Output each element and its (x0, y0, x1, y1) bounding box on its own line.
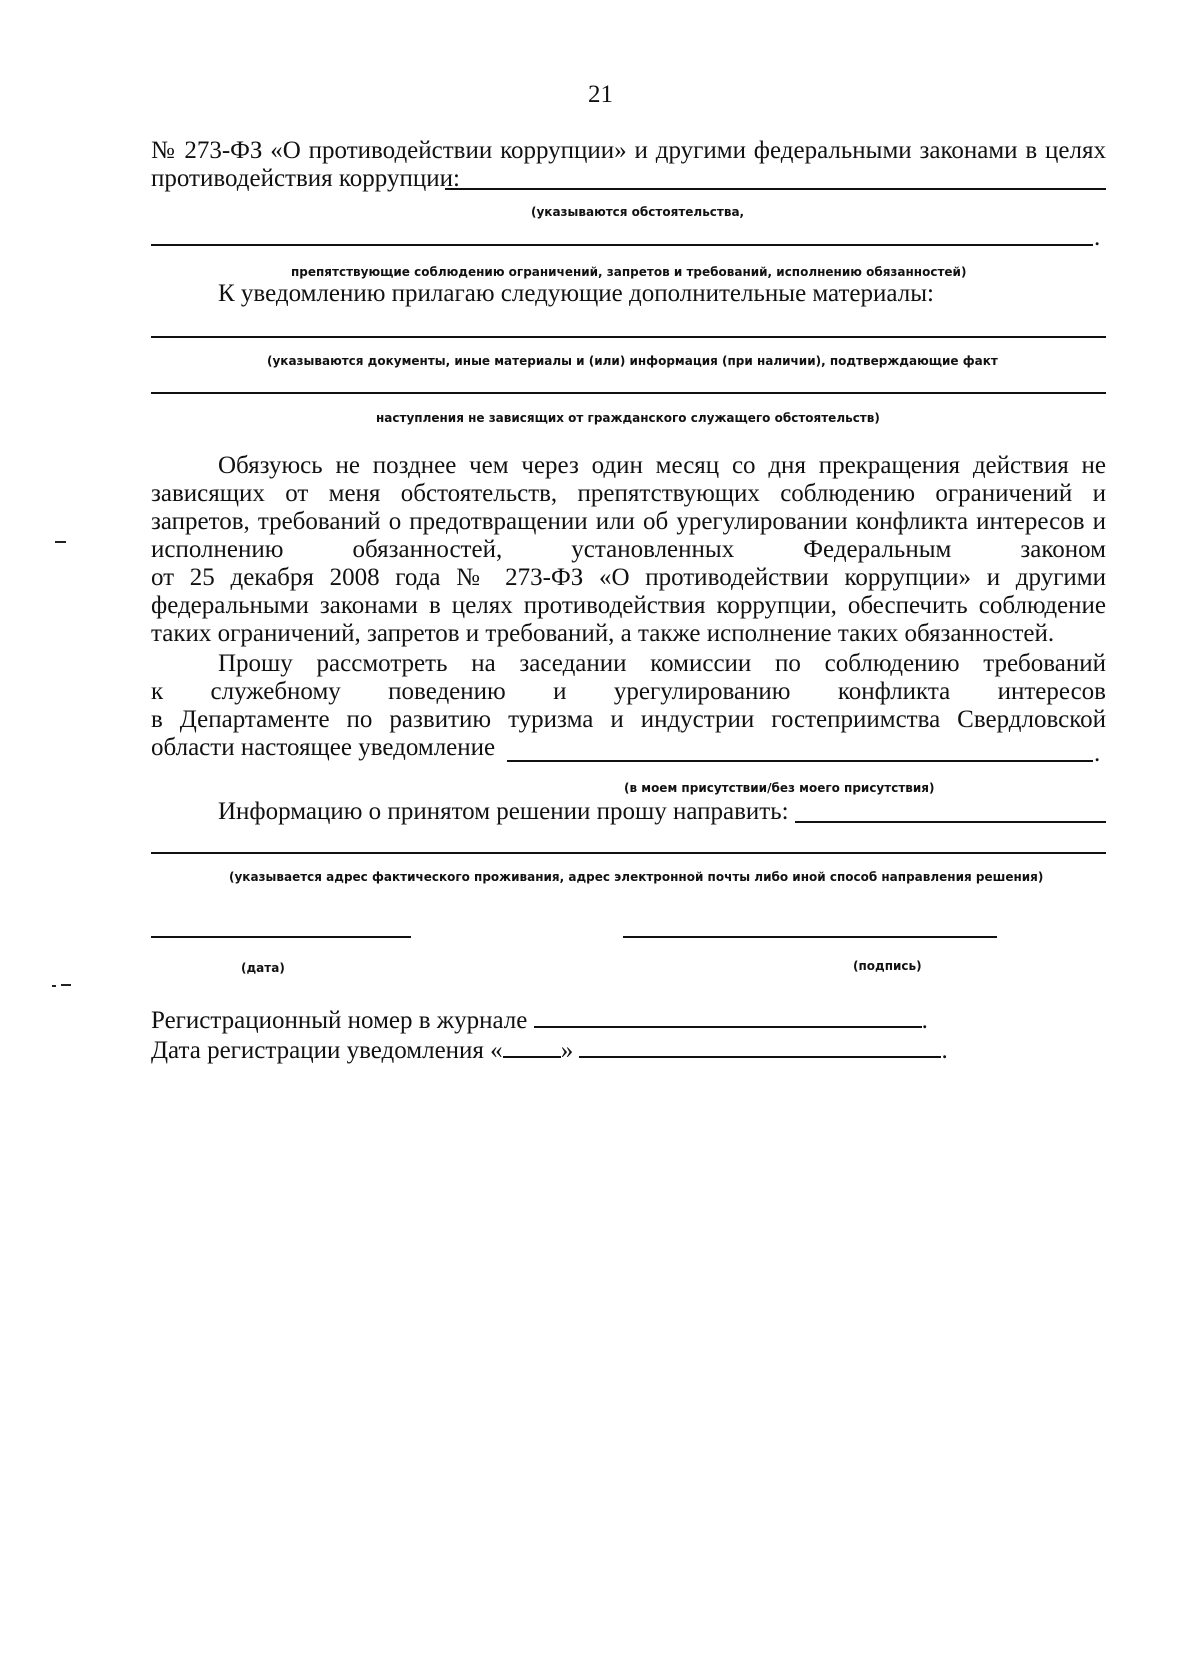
date-field-line[interactable] (151, 936, 411, 938)
decision-info-label: Информацию о принятом решении прошу направить: (218, 798, 789, 825)
request-line-4: области настоящее уведомление (151, 734, 496, 761)
counteraction-label: противодействия коррупции: (151, 165, 460, 192)
commitment-line-2: зависящих от меня обстоятельств, препятствующих соблюдению ограничений и (151, 480, 1106, 507)
registration-date-quote: » (560, 1037, 574, 1064)
registration-number-end: . (921, 1007, 928, 1034)
hint-address: (указывается адрес фактического проживания, адрес электронной почты либо иной способ направления решения) (229, 870, 1044, 884)
signature-label: (подпись) (853, 959, 922, 973)
presence-field-end: . (1094, 740, 1101, 767)
signature-field-line[interactable] (623, 936, 997, 938)
attachments-field-line-2[interactable] (151, 392, 1106, 394)
registration-date-end: . (941, 1037, 948, 1064)
registration-day-field[interactable] (503, 1036, 561, 1058)
commitment-line-6: федеральными законами в целях противодействия коррупции, обеспечить соблюдение (151, 592, 1106, 619)
registration-number-row (151, 1006, 928, 1036)
commitment-line-7: таких ограничений, запретов и требований, а также исполнение таких обязанностей. (151, 620, 1055, 647)
scan-mark-3 (61, 984, 71, 986)
circumstances-field-end: . (1094, 224, 1101, 251)
hint-circumstances-2: препятствующие соблюдению ограничений, запретов и требований, исполнению обязанностей) (291, 265, 967, 279)
registration-number-field[interactable] (534, 1006, 922, 1028)
circumstances-field-line-2[interactable] (151, 244, 1093, 246)
decision-address-line-1[interactable] (795, 821, 1106, 823)
page-number: 21 (588, 81, 613, 108)
registration-date-label: Дата регистрации уведомления « (151, 1037, 503, 1064)
request-line-2: к служебному поведению и урегулированию конфликта интересов (151, 678, 1106, 705)
commitment-line-5: от 25 декабря 2008 года № 273-ФЗ «О противодействии коррупции» и другими (151, 564, 1106, 591)
law-reference-line: № 273-ФЗ «О противодействии коррупции» и другими федеральными законами в целях (151, 137, 1106, 164)
decision-address-line-2[interactable] (151, 852, 1106, 854)
registration-date-field[interactable] (579, 1036, 941, 1058)
hint-presence: (в моем присутствии/без моего присутствия) (624, 781, 935, 795)
scan-mark-1 (55, 541, 66, 543)
commitment-line-1: Обязуюсь не позднее чем через один месяц со дня прекращения действия не (218, 452, 1106, 479)
date-label: (дата) (241, 961, 285, 975)
request-line-3: в Департаменте по развитию туризма и индустрии гостеприимства Свердловской (151, 706, 1106, 733)
circumstances-field-line-1[interactable] (445, 188, 1106, 190)
commitment-line-4: исполнению обязанностей, установленных Федеральным законом (151, 536, 1106, 563)
registration-number-label: Регистрационный номер в журнале (151, 1007, 528, 1034)
attachments-field-line-1[interactable] (151, 336, 1106, 338)
request-line-1: Прошу рассмотреть на заседании комиссии по соблюдению требований (218, 650, 1106, 677)
presence-field-line[interactable] (507, 760, 1093, 762)
hint-circumstances-1: (указываются обстоятельства, (531, 205, 745, 219)
commitment-line-3: запретов, требований о предотвращении или об урегулировании конфликта интересов и (151, 508, 1106, 535)
hint-documents-1: (указываются документы, иные материалы и (или) информация (при наличии), подтверждающие факт (267, 354, 998, 368)
attachments-label: К уведомлению прилагаю следующие дополнительные материалы: (218, 280, 934, 307)
registration-date-row (151, 1036, 948, 1066)
hint-documents-2: наступления не зависящих от гражданского служащего обстоятельств) (376, 411, 880, 425)
scan-mark-2 (52, 985, 56, 987)
